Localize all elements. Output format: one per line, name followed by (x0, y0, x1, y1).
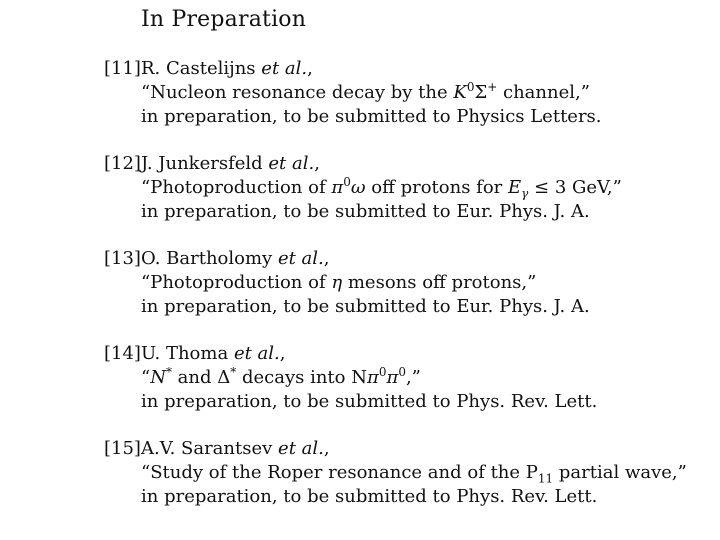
reference-item (104, 437, 704, 532)
reference-body (141, 152, 622, 224)
reference-item (104, 57, 704, 152)
reference-status: in preparation, to be submitted to Phys. Rev. Lett. (141, 391, 598, 412)
reference-body (141, 247, 590, 319)
reference-title: “Study of the Roper resonance and of the $P_{11}$ partial wave,” (141, 462, 687, 486)
reference-etal: et al. (233, 343, 280, 364)
reference-body (141, 57, 602, 129)
reference-number: [12] (104, 153, 141, 174)
reference-title: “Nucleon resonance decay by the $K^0\Sigma^+$ channel,” (141, 80, 590, 103)
reference-author-line: O. Bartholomy et al., (141, 248, 330, 269)
reference-etal: et al. (261, 58, 308, 79)
reference-item (104, 152, 704, 247)
reference-author-line: J. Junkersfeld et al., (141, 153, 320, 174)
reference-item (104, 247, 704, 342)
reference-etal: et al. (277, 248, 324, 269)
reference-author: J. Junkersfeld (141, 153, 263, 174)
reference-status: in preparation, to be submitted to Physics Letters. (141, 106, 602, 127)
reference-etal: et al. (278, 438, 324, 459)
reference-status: in preparation, to be submitted to Phys. Rev. Lett. (141, 486, 598, 507)
reference-author-line: U. Thoma et al., (141, 343, 286, 364)
reference-etal: et al. (268, 153, 315, 174)
reference-author: R. Castelijns (141, 58, 256, 79)
reference-number: [14] (104, 343, 141, 364)
reference-author: O. Bartholomy (141, 248, 273, 269)
reference-status: in preparation, to be submitted to Eur. Phys. J. A. (141, 296, 590, 317)
reference-title: “Photoproduction of η mesons off protons,” (141, 272, 537, 293)
reference-author: U. Thoma (141, 343, 229, 364)
reference-list (104, 57, 704, 532)
reference-title: “N* and Δ* decays into $N\pi^0\pi^0$,” (141, 365, 421, 388)
reference-author: A.V. Sarantsev (141, 438, 273, 459)
reference-author-line: R. Castelijns et al., (141, 58, 313, 79)
reference-title: “Photoproduction of $\pi^0\omega$ off protons for $E_\gamma \le 3$ GeV,” (141, 175, 622, 201)
reference-body (141, 437, 687, 509)
reference-number: [11] (104, 58, 141, 79)
reference-number: [13] (104, 248, 141, 269)
reference-author-line: A.V. Sarantsev et al., (141, 438, 330, 459)
reference-body (141, 342, 597, 414)
reference-item (104, 342, 704, 437)
reference-status: in preparation, to be submitted to Eur. Phys. J. A. (141, 201, 590, 222)
section-heading: In Preparation (141, 7, 307, 32)
reference-number: [15] (104, 438, 141, 459)
